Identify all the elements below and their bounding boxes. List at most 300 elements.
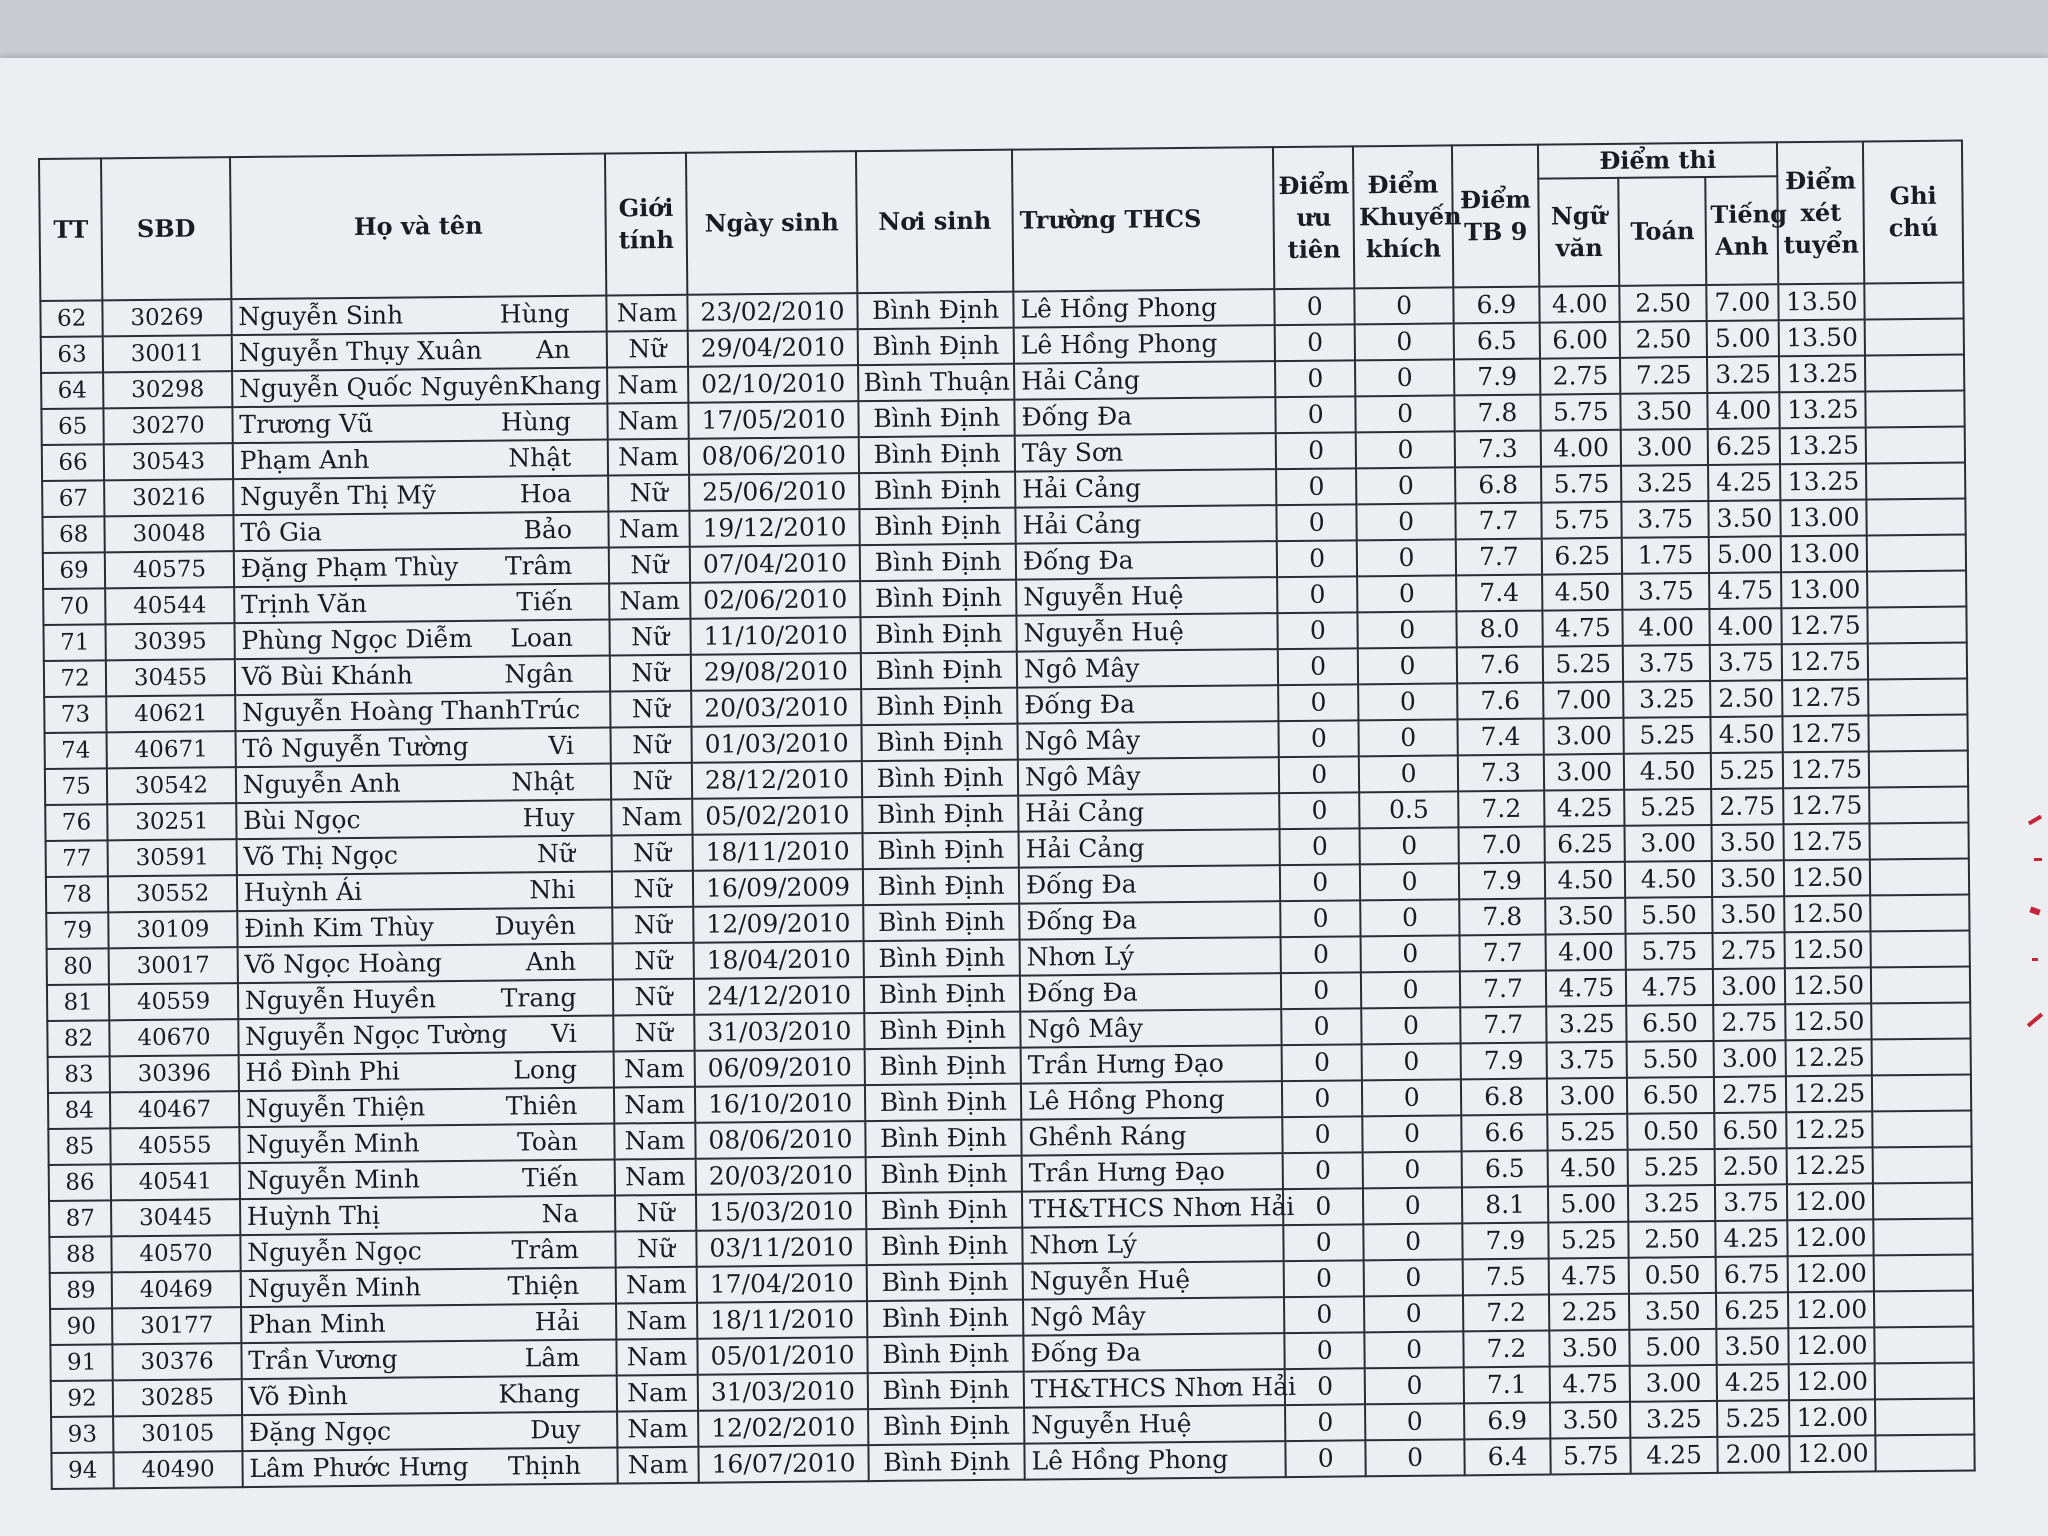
row-ho-ten [233,512,609,552]
row-truong: Nguyễn Huệ [1024,1405,1285,1444]
row-diem-tb9: 7.6 [1457,683,1544,720]
row-ho-dem: Phạm Anh [239,444,370,476]
row-tieng-anh: 4.00 [1709,608,1782,645]
row-tieng-anh: 5.25 [1711,752,1784,789]
row-noi-sinh: Bình Định [868,1372,1024,1409]
row-truong: Hải Cảng [1015,505,1276,544]
row-noi-sinh: Bình Định [867,1228,1023,1265]
red-ink-marks [2018,798,2048,1058]
row-noi-sinh: Bình Định [859,472,1015,509]
row-ngay-sinh: 02/06/2010 [690,581,861,619]
row-diem-xet-tuyen: 12.75 [1782,607,1869,644]
row-diem-xet-tuyen: 12.25 [1786,1039,1873,1076]
row-truong: Đống Đa [1023,1333,1284,1372]
row-diem-xet-tuyen: 13.00 [1781,499,1868,536]
row-gioi-tinh: Nữ [609,547,690,584]
row-ngu-van: 4.00 [1546,934,1627,971]
row-ngay-sinh: 12/02/2010 [698,1409,869,1447]
row-diem-uu-tien: 0 [1279,720,1360,757]
row-ghi-chu [1867,463,1966,500]
row-ho-ten [240,1196,616,1236]
row-toan: 3.25 [1622,465,1709,502]
row-ngay-sinh: 24/12/2010 [694,977,865,1015]
row-ghi-chu [1865,319,1964,356]
row-tieng-anh: 6.75 [1715,1256,1788,1293]
row-truong: Lê Hồng Phong [1024,1441,1285,1480]
row-diem-uu-tien: 0 [1275,324,1356,361]
row-sbd: 30285 [113,1379,242,1416]
row-diem-khuyen-khich: 0 [1356,467,1455,504]
row-gioi-tinh: Nam [615,1123,696,1160]
row-noi-sinh: Bình Định [862,760,1018,797]
row-diem-xet-tuyen: 12.00 [1789,1399,1876,1436]
row-ngu-van: 3.50 [1550,1402,1631,1439]
row-ngu-van: 4.75 [1550,1366,1631,1403]
row-tieng-anh: 3.00 [1713,1040,1786,1077]
row-sbd: 40555 [111,1127,240,1164]
row-ho-dem: Hồ Đình Phi [245,1056,400,1088]
row-toan: 2.50 [1629,1221,1716,1258]
row-diem-khuyen-khich: 0 [1359,755,1458,792]
score-table-wrapper [38,140,1976,1490]
row-diem-khuyen-khich: 0 [1361,899,1460,936]
row-ngay-sinh: 18/04/2010 [693,941,864,979]
row-ho-dem: Đặng Ngọc [248,1416,392,1448]
row-noi-sinh: Bình Định [861,652,1017,689]
row-diem-khuyen-khich: 0 [1363,1115,1462,1152]
row-truong: Ngô Mây [1020,1009,1281,1048]
row-ghi-chu [1876,1434,1975,1471]
row-ngay-sinh: 06/09/2010 [694,1049,865,1087]
row-tieng-anh: 6.25 [1716,1292,1789,1329]
row-ho-ten [234,584,610,624]
row-ten: Khang [498,1378,581,1409]
row-noi-sinh: Bình Định [860,508,1016,545]
row-toan: 4.75 [1626,969,1713,1006]
row-diem-uu-tien: 0 [1279,792,1360,829]
row-ghi-chu [1869,751,1968,788]
row-diem-uu-tien: 0 [1283,1224,1364,1261]
row-ho-ten [242,1411,618,1451]
row-truong: Ngô Mây [1017,649,1278,688]
row-noi-sinh: Bình Định [865,1084,1021,1121]
row-diem-tb9: 7.0 [1458,827,1545,864]
row-ghi-chu [1871,930,1970,967]
row-diem-tb9: 7.4 [1457,719,1544,756]
row-noi-sinh: Bình Định [863,796,1019,833]
row-diem-xet-tuyen: 13.50 [1778,283,1865,320]
row-ngay-sinh: 23/02/2010 [687,293,858,331]
row-diem-khuyen-khich: 0 [1364,1259,1463,1296]
row-ten: Hùng [499,298,570,329]
row-ten: Trâm [504,550,573,581]
row-gioi-tinh: Nữ [615,1195,696,1232]
row-ghi-chu [1873,1146,1972,1183]
row-ten: Lâm [524,1342,581,1373]
row-ho-ten [235,656,611,696]
row-toan: 4.25 [1631,1437,1718,1474]
row-tieng-anh: 2.00 [1717,1436,1790,1473]
row-ghi-chu [1869,679,1968,716]
header-diem-tb9: Điểm TB 9 [1452,145,1540,288]
row-ho-ten [237,944,613,984]
row-gioi-tinh: Nữ [611,727,692,764]
row-diem-xet-tuyen: 12.00 [1789,1435,1876,1472]
row-ho-dem: Đinh Kim Thùy [244,912,434,944]
row-diem-tb9: 7.9 [1460,1043,1547,1080]
row-diem-xet-tuyen: 12.50 [1784,895,1871,932]
row-ngay-sinh: 05/02/2010 [692,797,863,835]
row-tt: 79 [46,912,109,949]
row-diem-xet-tuyen: 12.00 [1788,1255,1875,1292]
row-diem-xet-tuyen: 12.00 [1789,1363,1876,1400]
row-noi-sinh: Bình Định [866,1120,1022,1157]
row-gioi-tinh: Nam [617,1375,698,1412]
row-sbd: 30552 [108,875,237,912]
row-tt: 68 [42,516,105,553]
row-diem-khuyen-khich: 0 [1366,1439,1465,1476]
row-noi-sinh: Bình Định [868,1408,1024,1445]
row-toan: 3.00 [1621,429,1708,466]
row-gioi-tinh: Nam [609,511,690,548]
row-toan: 4.00 [1623,609,1710,646]
row-tieng-anh: 2.75 [1714,1076,1787,1113]
row-sbd: 40541 [111,1163,240,1200]
row-noi-sinh: Bình Định [858,292,1014,329]
row-sbd: 30216 [104,479,233,516]
row-tt: 74 [45,732,108,769]
row-truong: Nhơn Lý [1020,937,1281,976]
row-diem-khuyen-khich: 0 [1358,611,1457,648]
row-toan: 3.25 [1624,681,1711,718]
row-tieng-anh: 2.50 [1710,680,1783,717]
row-gioi-tinh: Nữ [610,619,691,656]
row-toan: 3.00 [1630,1365,1717,1402]
row-gioi-tinh: Nam [608,439,689,476]
row-diem-tb9: 7.7 [1455,503,1542,540]
row-diem-tb9: 7.9 [1454,359,1541,396]
row-diem-uu-tien: 0 [1282,1080,1363,1117]
row-ten: Nhi [529,874,576,905]
row-diem-uu-tien: 0 [1280,864,1361,901]
row-tt: 85 [48,1128,111,1165]
row-ho-ten [234,548,610,588]
row-gioi-tinh: Nữ [610,655,691,692]
row-diem-tb9: 7.9 [1459,863,1546,900]
row-noi-sinh: Bình Định [869,1444,1025,1481]
row-gioi-tinh: Nam [612,799,693,836]
row-ghi-chu [1867,499,1966,536]
row-ho-dem: Phan Minh [247,1308,386,1340]
row-diem-khuyen-khich: 0 [1362,1079,1461,1116]
row-tt: 86 [49,1164,112,1201]
row-ghi-chu [1874,1254,1973,1291]
row-ten: Nhật [508,442,572,473]
row-sbd: 40621 [106,695,235,732]
row-ho-ten [233,476,609,516]
row-diem-xet-tuyen: 12.50 [1785,931,1872,968]
row-tt: 91 [50,1344,113,1381]
row-noi-sinh: Bình Định [863,868,1019,905]
row-gioi-tinh: Nam [617,1411,698,1448]
row-ho-ten [237,872,613,912]
row-ten: Nữ [536,838,576,869]
row-sbd: 30017 [109,947,238,984]
row-ngu-van: 4.50 [1545,862,1626,899]
row-ten: Khang [519,370,602,401]
row-ghi-chu [1872,1074,1971,1111]
row-gioi-tinh: Nữ [611,763,692,800]
row-ngu-van: 5.75 [1540,394,1621,431]
row-ho-dem: Nguyễn Ngọc [247,1236,422,1268]
row-ten: Huy [522,802,575,833]
row-ho-dem: Nguyễn Hoàng Thanh [241,695,522,728]
row-sbd: 40559 [109,983,238,1020]
row-truong: Trần Hưng Đạo [1022,1153,1283,1192]
row-ten: Nhật [511,766,575,797]
row-tieng-anh: 3.50 [1711,824,1784,861]
row-truong: Ngô Mây [1018,757,1279,796]
row-ngay-sinh: 19/12/2010 [689,509,860,547]
row-gioi-tinh: Nữ [614,1015,695,1052]
row-noi-sinh: Bình Định [865,1048,1021,1085]
row-ngay-sinh: 08/06/2010 [688,437,859,475]
header-sbd: SBD [101,157,231,300]
row-diem-khuyen-khich: 0 [1365,1367,1464,1404]
row-tt: 66 [42,444,105,481]
row-tt: 62 [40,300,103,337]
row-ngay-sinh: 17/04/2010 [696,1265,867,1303]
row-diem-uu-tien: 0 [1282,1116,1363,1153]
row-diem-tb9: 7.7 [1459,935,1546,972]
row-diem-tb9: 7.3 [1455,431,1542,468]
row-diem-khuyen-khich: 0 [1365,1403,1464,1440]
row-diem-uu-tien: 0 [1276,504,1357,541]
row-gioi-tinh: Nam [616,1267,697,1304]
row-ho-ten [231,332,607,372]
row-ngay-sinh: 18/11/2010 [692,833,863,871]
row-diem-tb9: 8.0 [1456,611,1543,648]
row-sbd: 30011 [103,335,232,372]
row-ngay-sinh: 08/06/2010 [695,1121,866,1159]
row-ho-ten [238,980,614,1020]
row-ho-dem: Nguyễn Thiện [245,1092,426,1124]
row-tt: 83 [48,1056,111,1093]
row-sbd: 30455 [106,659,235,696]
row-ho-ten [238,1016,614,1056]
row-tt: 77 [46,840,109,877]
row-ngay-sinh: 05/01/2010 [697,1337,868,1375]
row-truong: Hải Cảng [1018,793,1279,832]
row-ghi-chu [1874,1218,1973,1255]
row-ngu-van: 4.25 [1544,790,1625,827]
row-ho-dem: Huỳnh Ái [243,876,363,908]
row-truong: Ghềnh Ráng [1021,1117,1282,1156]
row-ho-ten [231,296,607,336]
row-ho-dem: Đặng Phạm Thùy [240,551,459,584]
row-ngu-van: 5.25 [1543,646,1624,683]
row-diem-khuyen-khich: 0 [1363,1151,1462,1188]
row-ten: Anh [525,946,577,977]
row-ten: Na [541,1198,579,1229]
row-diem-khuyen-khich: 0.5 [1360,791,1459,828]
row-truong: Lê Hồng Phong [1013,289,1274,328]
row-ho-dem: Võ Bùi Khánh [241,660,413,692]
row-sbd: 40670 [110,1019,239,1056]
row-truong: Đống Đa [1017,685,1278,724]
row-noi-sinh: Bình Định [862,724,1018,761]
row-ho-dem: Huỳnh Thị [246,1200,381,1232]
row-gioi-tinh: Nữ [612,871,693,908]
row-toan: 6.50 [1627,1077,1714,1114]
row-diem-khuyen-khich: 0 [1365,1331,1464,1368]
header-ho-ten: Họ và tên [230,154,607,300]
row-ho-dem: Võ Thị Ngọc [243,840,399,872]
row-gioi-tinh: Nữ [613,943,694,980]
row-diem-uu-tien: 0 [1281,972,1362,1009]
row-tieng-anh: 3.50 [1708,500,1781,537]
row-tt: 73 [44,696,107,733]
row-ngu-van: 6.00 [1540,322,1621,359]
row-ten: Duyên [494,910,576,941]
row-diem-tb9: 7.2 [1463,1295,1550,1332]
row-ho-ten [236,836,612,876]
row-ghi-chu [1875,1326,1974,1363]
row-diem-xet-tuyen: 12.50 [1784,859,1871,896]
row-noi-sinh: Bình Định [866,1192,1022,1229]
row-ngu-van: 4.75 [1543,610,1624,647]
row-diem-khuyen-khich: 0 [1358,647,1457,684]
row-ho-ten [232,368,608,408]
row-diem-uu-tien: 0 [1280,900,1361,937]
row-ghi-chu [1874,1290,1973,1327]
row-ngay-sinh: 07/04/2010 [689,545,860,583]
row-truong: Hải Cảng [1014,361,1275,400]
row-sbd: 30376 [113,1343,242,1380]
row-toan: 2.50 [1620,321,1707,358]
row-ho-ten [237,908,613,948]
row-diem-tb9: 7.2 [1458,791,1545,828]
row-toan: 3.75 [1623,645,1710,682]
row-tt: 94 [51,1452,114,1489]
row-sbd: 30445 [111,1199,240,1236]
row-sbd: 40575 [105,551,234,588]
row-diem-xet-tuyen: 12.25 [1786,1111,1873,1148]
row-gioi-tinh: Nam [607,295,688,332]
row-diem-tb9: 7.8 [1454,395,1541,432]
row-ngay-sinh: 16/09/2009 [693,869,864,907]
row-tieng-anh: 2.75 [1712,932,1785,969]
row-ho-ten [240,1268,616,1308]
row-tieng-anh: 3.75 [1715,1184,1788,1221]
row-diem-tb9: 8.1 [1462,1187,1549,1224]
row-noi-sinh: Bình Định [867,1264,1023,1301]
row-diem-xet-tuyen: 12.75 [1782,679,1869,716]
row-diem-khuyen-khich: 0 [1363,1187,1462,1224]
row-tieng-anh: 2.75 [1711,788,1784,825]
row-ghi-chu [1865,355,1964,392]
row-diem-tb9: 7.4 [1456,575,1543,612]
row-truong: Đống Đa [1019,865,1280,904]
row-truong: Hải Cảng [1015,469,1276,508]
row-noi-sinh: Bình Định [867,1300,1023,1337]
row-gioi-tinh: Nữ [608,475,689,512]
row-toan: 3.25 [1628,1185,1715,1222]
row-gioi-tinh: Nam [608,403,689,440]
header-diem-xet-tuyen: Điểm xét tuyển [1777,141,1865,284]
row-diem-xet-tuyen: 13.50 [1779,319,1866,356]
row-ho-dem: Nguyễn Anh [242,768,401,800]
row-toan: 0.50 [1629,1257,1716,1294]
row-ten: Tiến [521,1162,579,1193]
header-noi-sinh: Nơi sinh [856,150,1013,293]
row-noi-sinh: Bình Định [866,1156,1022,1193]
row-ten: Hải [534,1306,580,1337]
row-diem-xet-tuyen: 12.75 [1783,751,1870,788]
row-ngu-van: 4.00 [1541,430,1622,467]
row-diem-uu-tien: 0 [1283,1188,1364,1225]
row-toan: 4.50 [1624,753,1711,790]
row-noi-sinh: Bình Định [860,544,1016,581]
row-diem-xet-tuyen: 12.75 [1783,787,1870,824]
row-gioi-tinh: Nam [617,1339,698,1376]
row-diem-tb9: 6.5 [1461,1151,1548,1188]
row-ngu-van: 3.00 [1544,718,1625,755]
row-ho-dem: Nguyễn Thụy Xuân [238,335,483,368]
row-truong: Nhơn Lý [1022,1225,1283,1264]
row-diem-tb9: 6.6 [1461,1115,1548,1152]
row-ten: Toàn [516,1126,578,1157]
row-sbd: 40469 [112,1271,241,1308]
row-ngay-sinh: 18/11/2010 [697,1301,868,1339]
row-ghi-chu [1868,607,1967,644]
row-ghi-chu [1873,1110,1972,1147]
row-noi-sinh: Bình Định [860,580,1016,617]
row-ten: Hoa [519,478,572,509]
row-tt: 76 [45,804,108,841]
row-diem-uu-tien: 0 [1283,1152,1364,1189]
row-truong: Nguyễn Huệ [1016,613,1277,652]
row-diem-xet-tuyen: 12.00 [1788,1291,1875,1328]
row-gioi-tinh: Nam [607,367,688,404]
row-tt: 70 [43,588,106,625]
row-ngay-sinh: 12/09/2010 [693,905,864,943]
row-toan: 5.25 [1624,717,1711,754]
row-diem-xet-tuyen: 12.00 [1787,1183,1874,1220]
row-tieng-anh: 5.25 [1717,1400,1790,1437]
header-ngay-sinh: Ngày sinh [686,151,858,295]
row-diem-tb9: 7.5 [1462,1259,1549,1296]
row-ten: Loan [510,622,574,653]
row-ho-dem: Nguyễn Thị Mỹ [239,480,437,512]
row-diem-khuyen-khich: 0 [1364,1223,1463,1260]
row-ho-dem: Tô Gia [240,517,323,548]
header-diem-uu-tien: Điểm ưu tiên [1273,146,1355,289]
row-gioi-tinh: Nam [616,1303,697,1340]
row-tt: 84 [48,1092,111,1129]
row-ghi-chu [1867,535,1966,572]
row-tt: 82 [47,1020,110,1057]
row-tieng-anh: 2.50 [1714,1148,1787,1185]
row-diem-uu-tien: 0 [1278,612,1359,649]
row-ten: Hùng [500,406,572,437]
row-diem-tb9: 6.5 [1453,323,1540,360]
row-ngay-sinh: 31/03/2010 [697,1373,868,1411]
row-ghi-chu [1872,1002,1971,1039]
row-ghi-chu [1871,894,1970,931]
row-diem-uu-tien: 0 [1281,1008,1362,1045]
row-gioi-tinh: Nam [618,1447,699,1484]
